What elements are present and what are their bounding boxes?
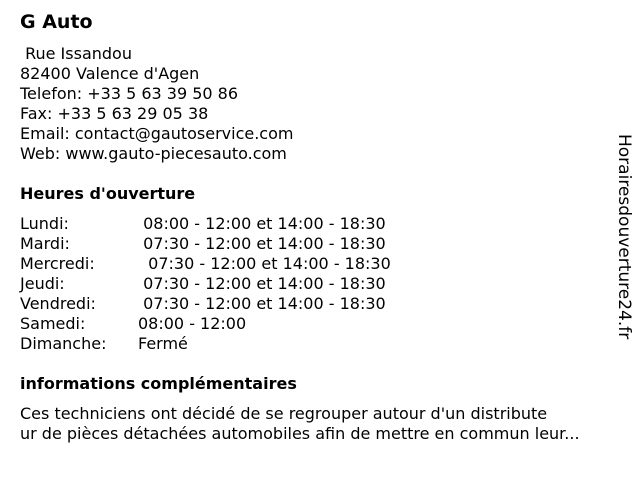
day-label: Jeudi: [20, 274, 65, 293]
day-label: Mercredi: [20, 254, 95, 273]
info-line: ur de pièces détachées automobiles afin de mettre en commun leur... [20, 424, 580, 443]
info-heading: informations complémentaires [20, 374, 297, 393]
street-address: Rue Issandou [20, 44, 132, 63]
day-label: Lundi: [20, 214, 69, 233]
phone-number: Telefon: +33 5 63 39 50 86 [20, 84, 239, 103]
day-hours: 07:30 - 12:00 et 14:00 - 18:30 [138, 254, 391, 273]
hours-row-monday [20, 214, 391, 234]
site-watermark [612, 134, 636, 374]
hours-row-wednesday [20, 254, 391, 274]
fax-number: Fax: +33 5 63 29 05 38 [20, 104, 209, 123]
hours-row-sunday [20, 334, 391, 354]
day-hours: 07:30 - 12:00 et 14:00 - 18:30 [138, 294, 386, 313]
info-description [20, 404, 630, 444]
day-hours: 07:30 - 12:00 et 14:00 - 18:30 [138, 234, 386, 253]
day-label: Vendredi: [20, 294, 96, 313]
email-address: Email: contact@gautoservice.com [20, 124, 294, 143]
hours-heading: Heures d'ouverture [20, 184, 196, 203]
day-hours: 08:00 - 12:00 et 14:00 - 18:30 [138, 214, 386, 233]
day-hours: Fermé [138, 334, 188, 353]
hours-row-friday [20, 294, 391, 314]
city-address: 82400 Valence d'Agen [20, 64, 200, 83]
day-label: Dimanche: [20, 334, 107, 353]
day-hours: 08:00 - 12:00 [138, 314, 247, 333]
day-label: Samedi: [20, 314, 86, 333]
watermark-text: Horairesdouverture24.fr [614, 134, 634, 340]
website-address: Web: www.gauto-piecesauto.com [20, 144, 287, 163]
hours-table [20, 214, 391, 354]
hours-row-tuesday [20, 234, 391, 254]
contact-block [20, 44, 293, 164]
day-hours: 07:30 - 12:00 et 14:00 - 18:30 [138, 274, 386, 293]
business-name: G Auto [20, 11, 93, 33]
hours-row-thursday [20, 274, 391, 294]
day-label: Mardi: [20, 234, 70, 253]
hours-row-saturday [20, 314, 391, 334]
info-line: Ces techniciens ont décidé de se regrouper autour d'un distribute [20, 404, 548, 423]
